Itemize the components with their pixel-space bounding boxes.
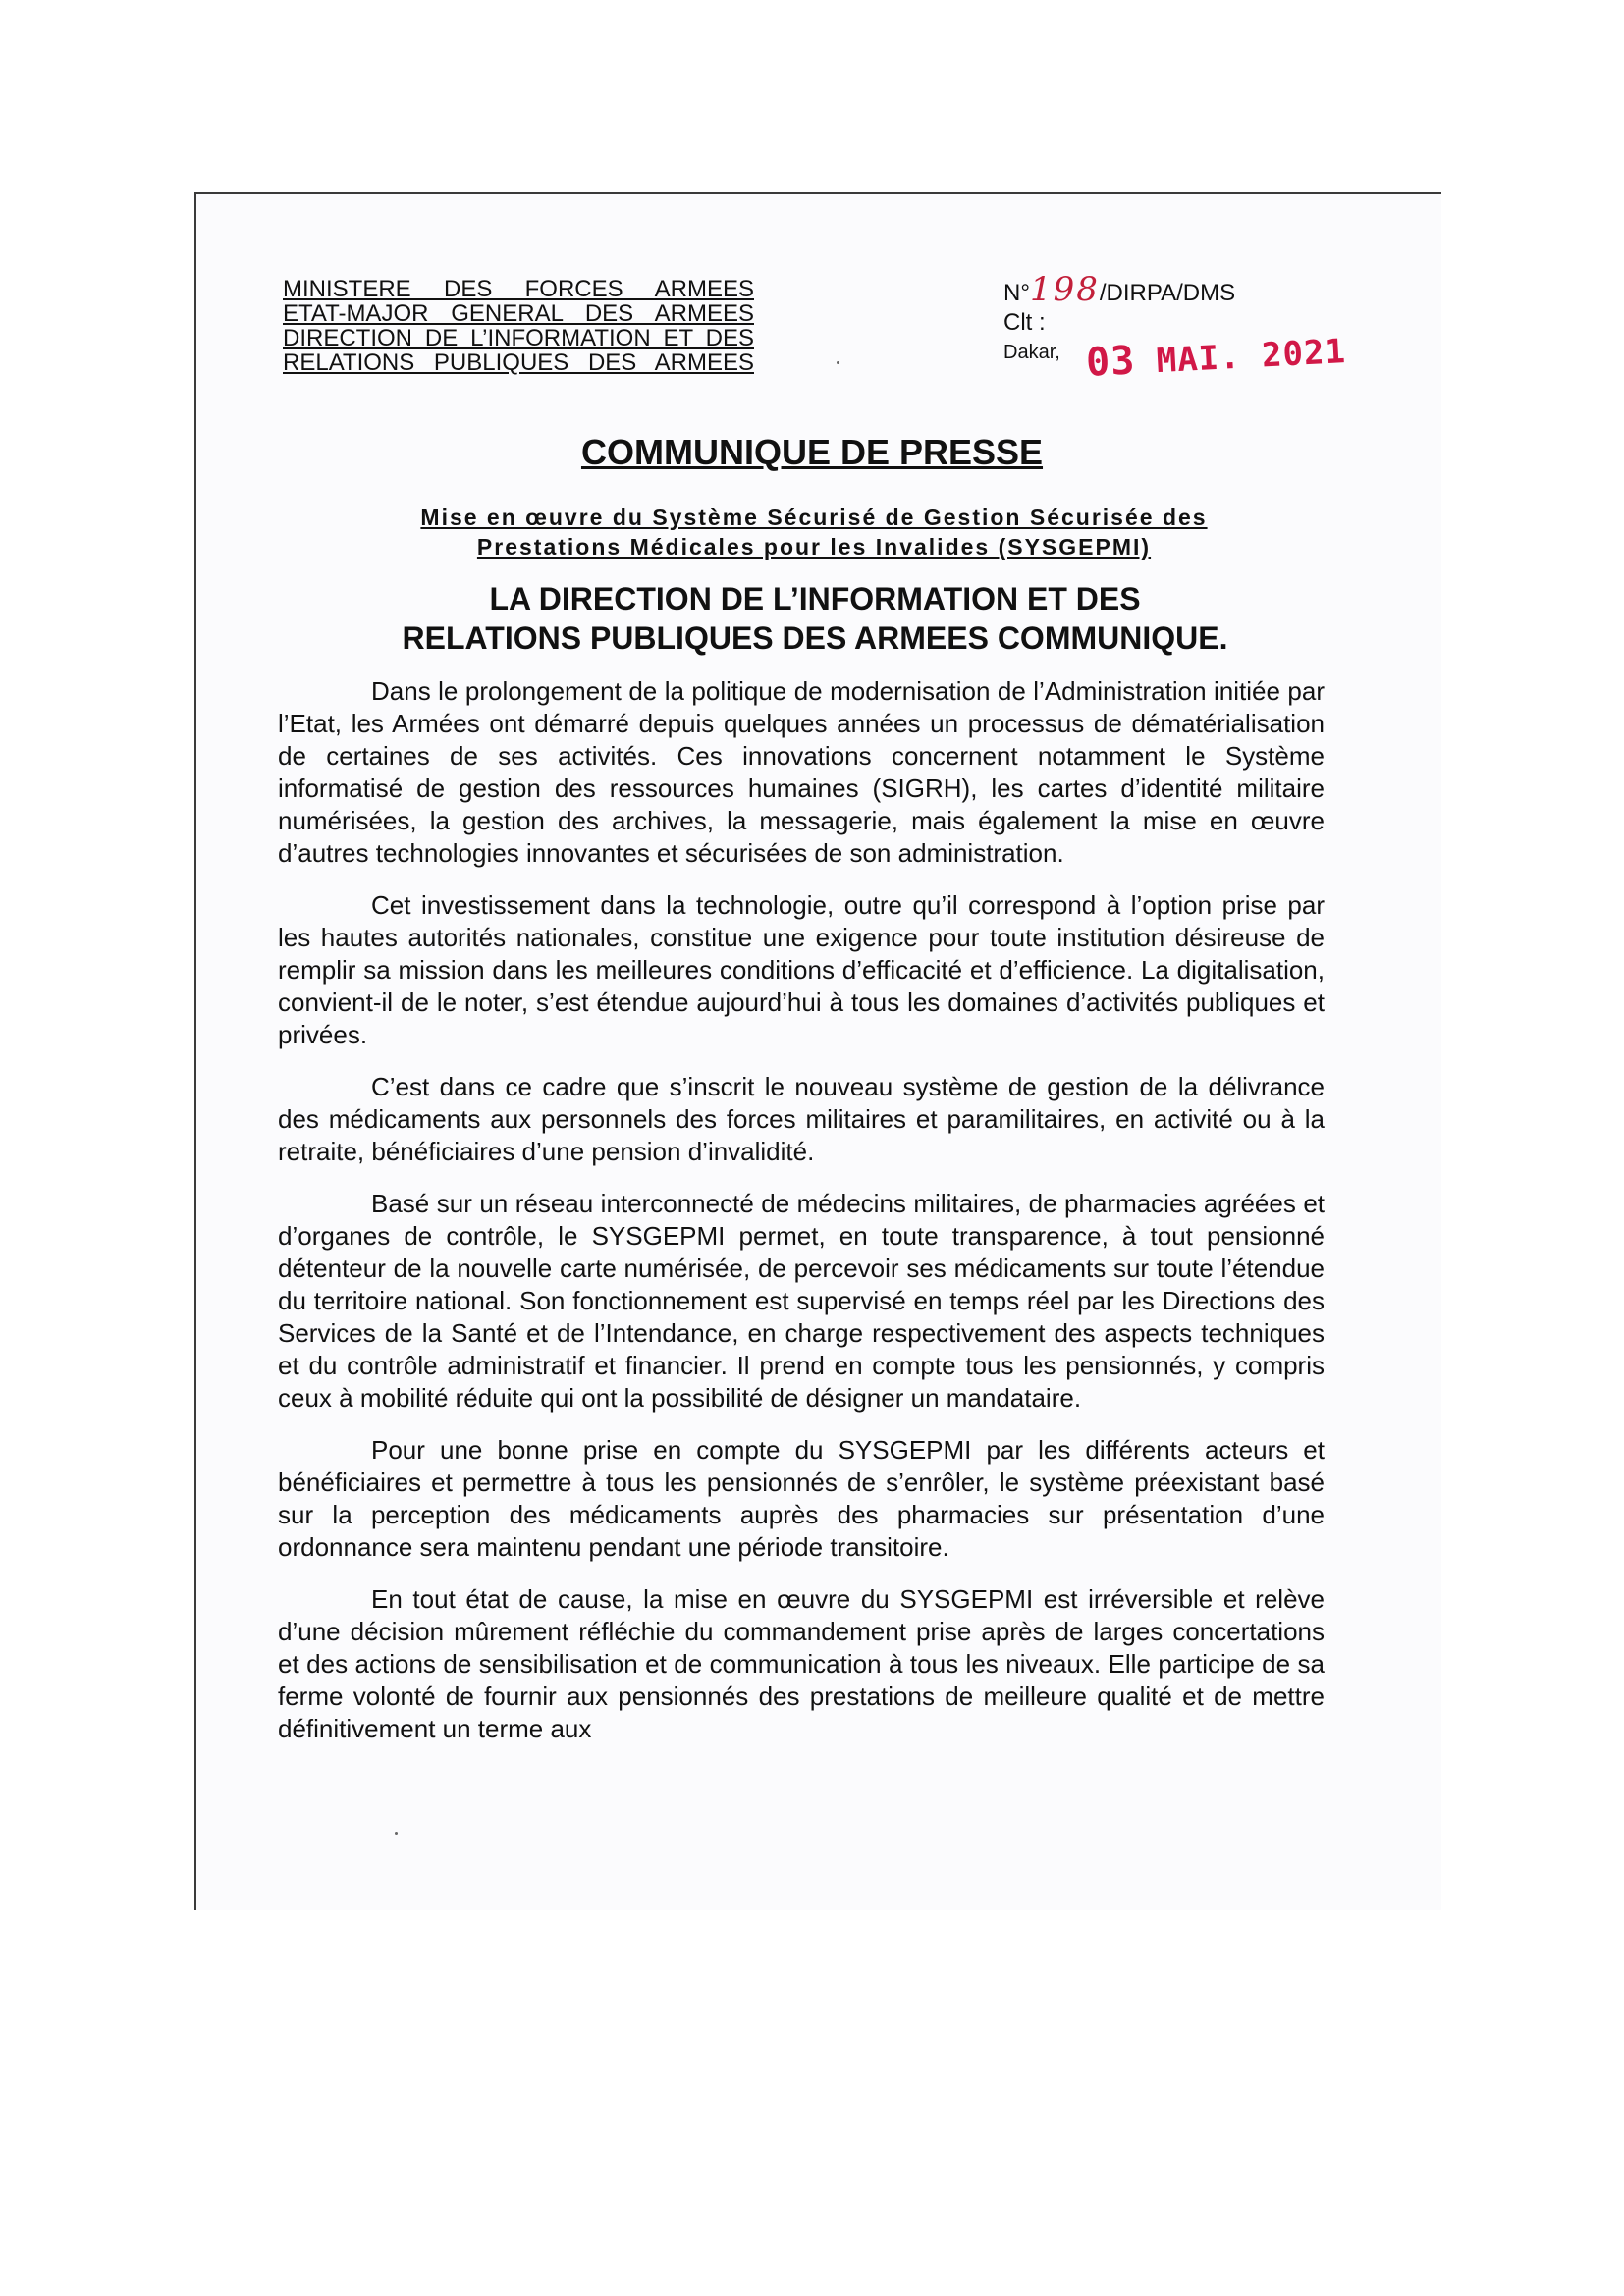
ministry-line-4: RELATIONS PUBLIQUES DES ARMEES [283,349,754,376]
stamp-day: 03 [1084,338,1137,386]
paragraph-5: Pour une bonne prise en compte du SYSGEPMI par les différents acteurs et bénéficiaires et permettre à tous les pensionnés de s’enrôler, le système préexistant basé sur la perception des médicaments auprès des pharmacies sur présentation d’une ordonnance sera maintenu pendant une période transitoire. [278,1435,1325,1562]
paragraph-3: C’est dans ce cadre que s’inscrit le nouveau système de gestion de la délivrance des médicaments aux personnels des forces militaires et paramilitaires, en activité ou à la retraite, bénéficiaires d’une pension d’invalidité. [278,1072,1325,1166]
scan-speck [837,361,839,364]
reference-suffix: /DIRPA/DMS [1099,280,1236,306]
subtitle [295,503,1333,561]
communique-heading [245,579,1384,658]
ministry-line-2: ETAT-MAJOR GENERAL DES ARMEES [283,300,754,327]
heading-line-1: LA DIRECTION DE L’INFORMATION ET DES [489,581,1141,616]
heading-line-2: RELATIONS PUBLIQUES DES ARMEES COMMUNIQUE. [402,620,1228,656]
clt-label: Clt : [1003,309,1046,336]
stamp-year: 2021 [1261,332,1347,376]
ministry-header [283,277,754,375]
reference-number [1003,270,1236,309]
paragraph-4: Basé sur un réseau interconnecté de médecins militaires, de pharmacies agréées et d’organes de contrôle, le SYSGEPMI permet, en toute transparence, à tout pensionné détenteur de la nouvelle carte numérisée, de percevoir ses médicaments sur toute l’étendue du territoire national. Son fonctionnement est supervisé en temps réel par les Directions des Services de la Santé et de l’Intendance, en charge respectivement des aspects techniques et du contrôle administratif et financier. Il prend en compte tous les pensionnés, y compris ceux à mobilité réduite qui ont la possibilité de désigner un mandataire. [278,1189,1325,1413]
body-text [278,675,1325,1745]
subtitle-line-2: Prestations Médicales pour les Invalides (SYSGEPMI) [476,534,1152,560]
paragraph-1: Dans le prolongement de la politique de modernisation de l’Administration initiée par l’Etat, les Armées ont démarré depuis quelques années un processus de dématérialisation de certaines de ses activités. Ces innovations concernent notamment le Système informatisé de gestion des ressources humaines (SIGRH), les cartes d’identité militaire numérisées, la gestion des archives, la messagerie, mais également la mise en œuvre d’autres technologies innovantes et sécurisées de son administration. [278,676,1325,868]
reference-prefix: N° [1003,280,1030,306]
paragraph-6: En tout état de cause, la mise en œuvre du SYSGEPMI est irréversible et relève d’une décision mûrement réfléchie du commandement prise après de larges concertations et des actions de sensibilisation et de communication à tous les niveaux. Elle participe de sa ferme volonté de fournir aux pensionnés des prestations de meilleure qualité et de mettre définitivement un terme aux [278,1584,1325,1743]
page-title: COMMUNIQUE DE PRESSE [580,432,1044,472]
ministry-line-1: MINISTERE DES FORCES ARMEES [283,276,754,302]
ministry-line-3: DIRECTION DE L’INFORMATION ET DES [283,325,754,351]
scan-speck [395,1832,398,1835]
place-label: Dakar, [1003,342,1060,363]
subtitle-line-1: Mise en œuvre du Système Sécurisé de Gestion Sécurisée des [420,505,1208,530]
paragraph-2: Cet investissement dans la technologie, outre qu’il correspond à l’option prise par les hautes autorités nationales, constitue une exigence pour toute institution désireuse de remplir sa mission dans les meilleures conditions d’efficacité et d’efficience. La digitalisation, convient-il de le noter, s’est étendue aujourd’hui à tous les domaines d’activités publiques et privées. [278,890,1325,1049]
stamp-month: MAI. [1155,337,1242,382]
handwritten-number: 198 [1029,270,1100,309]
